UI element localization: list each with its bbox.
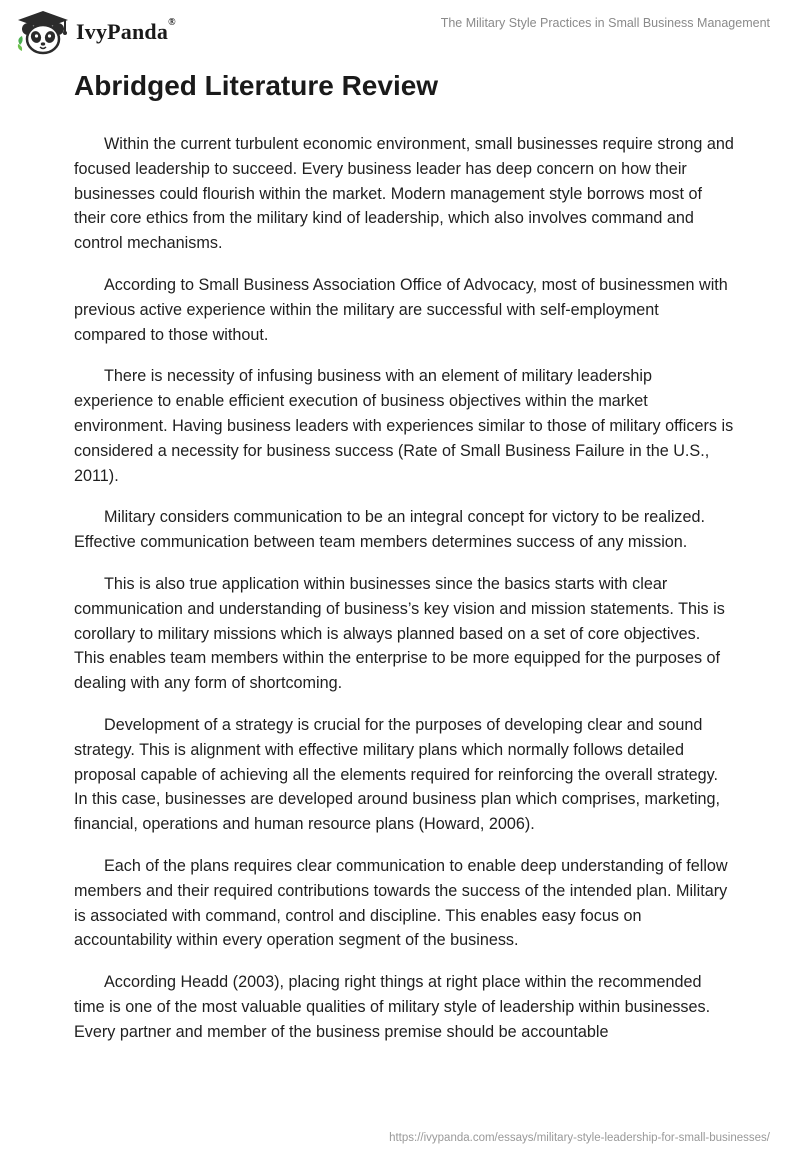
- paragraph: According to Small Business Association Office of Advocacy, most of businessmen with previous active experience within the military are successful with self-employment compared to those without.: [74, 275, 728, 344]
- article-body: [74, 132, 734, 1062]
- paragraph: Development of a strategy is crucial for the purposes of developing clear and sound strategy. This is alignment with effective military plans which normally follows detailed proposal capable of achieving all the elements required for reinforcing the overall strategy. In this case, businesses are developed around business plan which comprises, marketing, financial, operations and human resource plans (Howard, 2006).: [74, 715, 721, 834]
- panda-graduate-logo-icon: [14, 9, 72, 55]
- page-header: [14, 8, 770, 60]
- paragraph: According Headd (2003), placing right things at right place within the recommended time is one of the most valuable qualities of military style of leadership within businesses. Every partner and member of the business premise should be accountable: [74, 973, 711, 1041]
- document-title: The Military Style Practices in Small Business Management: [440, 16, 770, 30]
- paragraph: This is also true application within businesses since the basics starts with clear communication and understanding of business’s key vision and mission statements. This is corollary to military missions which is always planned based on a set of core objectives. This enables team members within the enterprise to be more equipped for the purposes of dealing with any form of shortcoming.: [74, 574, 725, 693]
- section-heading: Abridged Literature Review: [74, 70, 439, 101]
- registered-mark: ®: [168, 17, 176, 28]
- brand-logo[interactable]: [14, 8, 176, 56]
- paragraph: Within the current turbulent economic environment, small businesses require strong and focused leadership to succeed. Every business leader has deep concern on how their businesses could flourish within the market. Modern management style borrows most of their core ethics from the military kind of leadership, which also involves command and control mechanisms.: [74, 135, 734, 253]
- source-url[interactable]: https://ivypanda.com/essays/military-style-leadership-for-small-businesses/: [389, 1132, 770, 1144]
- paragraph: There is necessity of infusing business with an element of military leadership experience to enable efficient execution of business objectives within the market environment. Having business leaders with experiences similar to those of military officers is considered a necessity for business success (Rate of Small Business Failure in the U.S., 2011).: [74, 367, 734, 485]
- paragraph: Military considers communication to be an integral concept for victory to be realized. Effective communication between team members determines success of any mission.: [74, 508, 706, 552]
- brand-name: IvyPanda®: [76, 17, 176, 44]
- paragraph: Each of the plans requires clear communication to enable deep understanding of fellow members and their required contributions towards the success of the intended plan. Military is associated with command, control and discipline. This enables easy focus on accountability within every operation segment of the business.: [74, 856, 728, 950]
